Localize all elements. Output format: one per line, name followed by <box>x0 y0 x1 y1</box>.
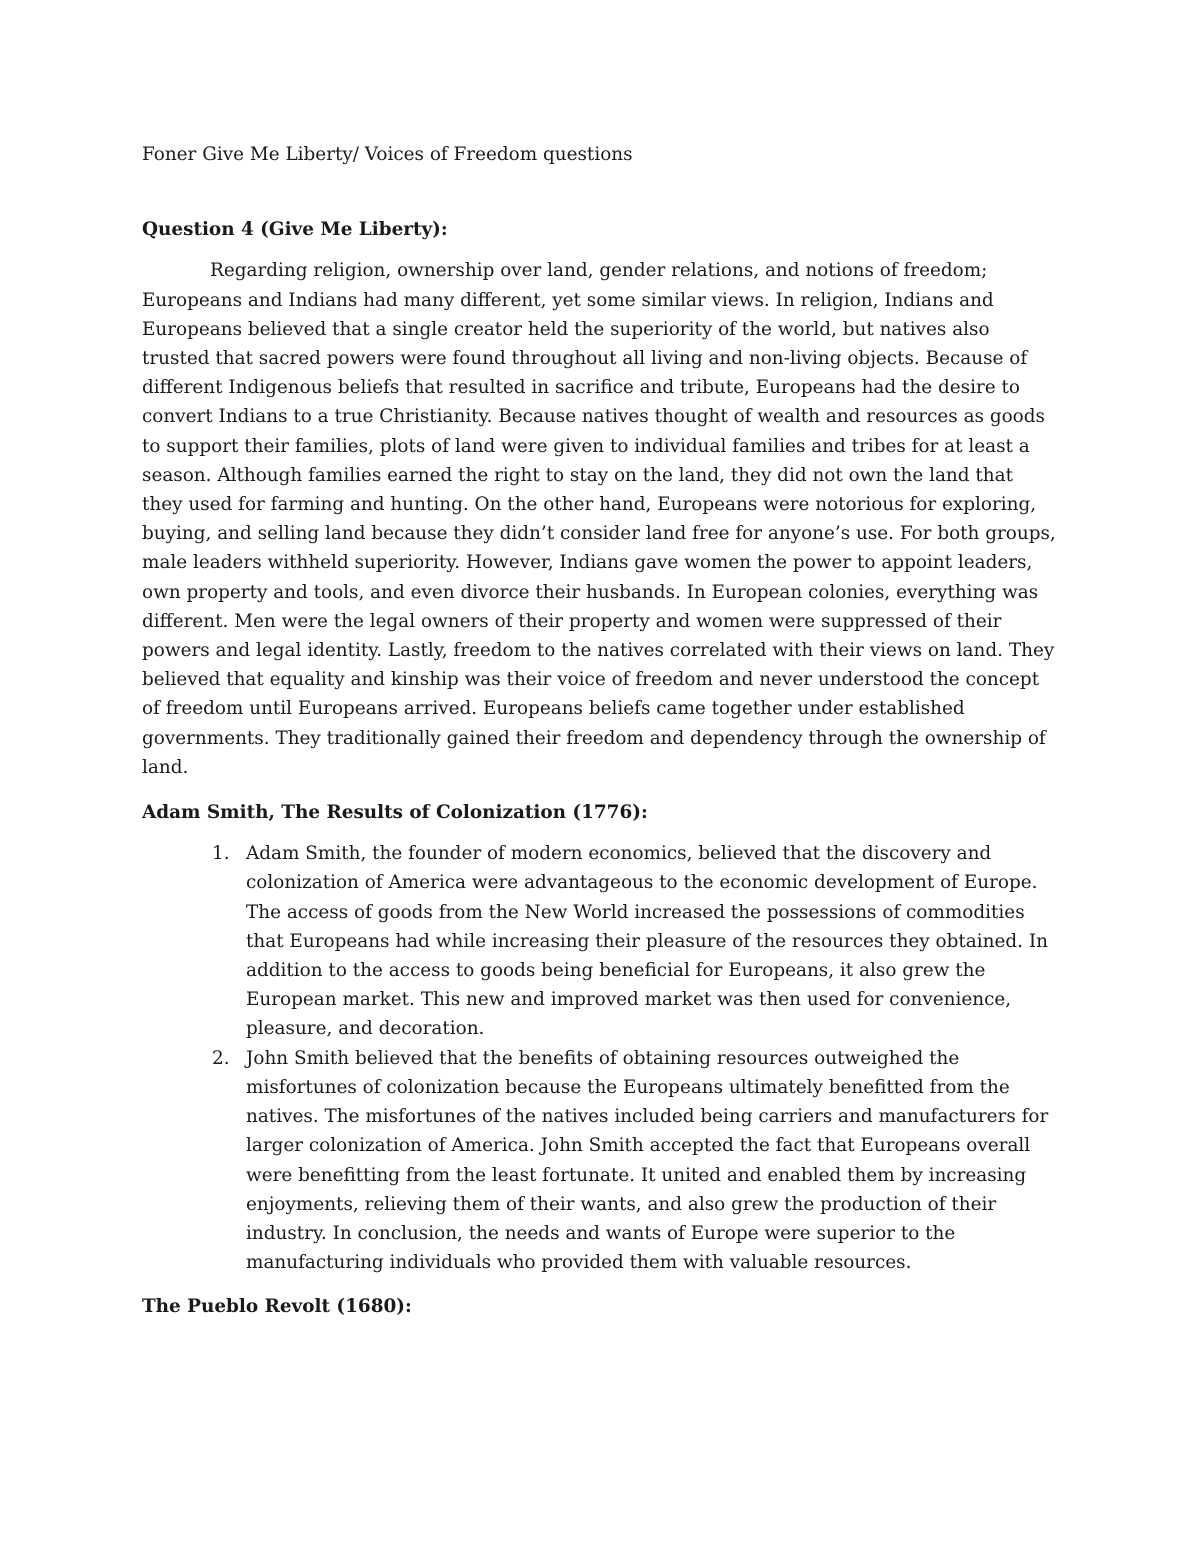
list-item-text: Adam Smith, the founder of modern economics, believed that the discovery and colonization of America were advantageous to the economic development of Europe. The access of goods from the New World increased the possessions of commodities that Europeans had while increasing their pleasure of the resources they obtained. In addition to the access to goods being beneficial for Europeans, it also grew the European market. This new and improved market was then used for convenience, pleasure, and decoration. <box>246 843 1048 1040</box>
list-item-number: 1. <box>212 843 230 865</box>
list-item-text: John Smith believed that the benefits of obtaining resources outweighed the misfortunes of colonization because the Europeans ultimately benefitted from the natives. The misfortunes of the natives included being carriers and manufacturers for larger colonization of America. John Smith accepted the fact that Europeans overall were benefitting from the least fortunate. It united and enabled them by increasing enjoyments, relieving them of their wants, and also grew the production of their industry. In conclusion, the needs and wants of Europe were superior to the manufacturing individuals who provided them with valuable resources. <box>246 1047 1049 1274</box>
question-4-paragraph: Regarding religion, ownership over land, gender relations, and notions of freedom; Europeans and Indians had many different, yet some similar views. In religion, Indians and Europeans believed that a single creator held the superiority of the world, but natives also trusted that sacred powers were found throughout all living and non-living objects. Because of different Indigenous beliefs that resulted in sacrifice and tribute, Europeans had the desire to convert Indians to a true Christianity. Because natives thought of wealth and resources as goods to support their families, plots of land were given to individual families and tribes for at least a season. Although families earned the right to stay on the land, they did not own the land that they used for farming and hunting. On the other hand, Europeans were notorious for exploring, buying, and selling land because they didn’t consider land free for anyone’s use. For both groups, male leaders withheld superiority. However, Indians gave women the power to appoint leaders, own property and tools, and even divorce their husbands. In European colonies, everything was different. Men were the legal owners of their property and women were suppressed of their powers and legal identity. Lastly, freedom to the natives correlated with their views on land. They believed that equality and kinship was their voice of freedom and never understood the concept of freedom until Europeans arrived. Europeans beliefs came together under established governments. They traditionally gained their freedom and dependency through the ownership of land. <box>142 260 1056 778</box>
list-item-number: 2. <box>212 1047 230 1069</box>
list-item <box>142 839 1058 1043</box>
list-item <box>142 1044 1058 1278</box>
document-body <box>142 140 1058 1322</box>
adam-smith-answer-list <box>142 839 1058 1277</box>
section-heading-question-4: Question 4 (Give Me Liberty): <box>142 219 448 241</box>
section-heading-pueblo-revolt: The Pueblo Revolt (1680): <box>142 1296 412 1318</box>
document-title: Foner Give Me Liberty/ Voices of Freedom questions <box>142 144 633 165</box>
section-heading-adam-smith: Adam Smith, The Results of Colonization (1776): <box>142 802 648 824</box>
